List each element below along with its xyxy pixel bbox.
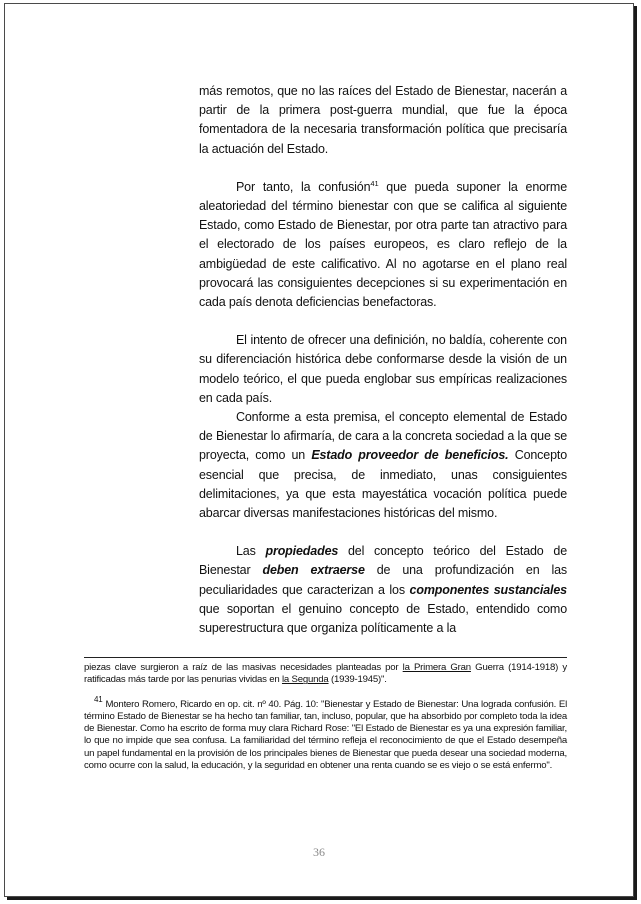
paragraph-2 bbox=[199, 178, 567, 312]
footnote-41-number: 41 bbox=[94, 695, 103, 705]
paragraph-4-start: Conforme a esta premisa, el concepto elemental de Estado de Bienestar lo afirmaría, de cara a la concreta sociedad a la que se proyecta, como un bbox=[199, 410, 567, 463]
footnotes bbox=[84, 662, 567, 772]
paragraph-2-rest: que pueda suponer la enorme aleatoriedad del término bienestar con que se califica al siguiente Estado, como Estado de Bienestar, por otra parte tan atractivo para el electorado de los países europeos, es claro reflejo de la ambigüedad de este calificativo. Al no agotarse en el plano real provocará las consiguientes decepciones si su experimentación en cada país denota deficiencias benefactoras. bbox=[199, 179, 567, 310]
footnote-continuation bbox=[84, 662, 567, 687]
paragraph-4 bbox=[199, 408, 567, 523]
document-page bbox=[4, 3, 634, 897]
footnote-cont-text-a: piezas clave surgieron a raíz de las masivas necesidades planteadas por bbox=[84, 662, 403, 673]
paragraph-5-part-g: que soportan el genuino concepto de Estado, entendido como superestructura que organiza políticamente a la bbox=[199, 601, 567, 636]
footnote-separator bbox=[84, 657, 567, 658]
emphasis-estado-proveedor: Estado proveedor de beneficios. bbox=[311, 448, 509, 463]
emphasis-deben-extraerse: deben extraerse bbox=[262, 563, 365, 578]
footnote-41-text: Montero Romero, Ricardo en op. cit. nº 40. Pág. 10: "Bienestar y Estado de Bienestar: Una lograda confusión. El término Estado de Bienestar se ha hecho tan familiar, tan, incluso, popular, que ha absorbido por completo toda la idea de Bienestar. Como ha escrito de forma muy clara Richard Rose: "El Estado de Bienestar es ya una expresión familiar, lo que no impide que sea confusa. La familiaridad del término refleja el reconocimiento de que el Estado desempeña un papel fundamental en la provisión de los principales bienes de Bienestar que pueda desear una sociedad moderna, como ocurre con la salud, la educación, y la seguridad en obtener una renta cuando se es viejo o se está enfermo". bbox=[84, 698, 567, 772]
paragraph-5-part-a: Las bbox=[236, 544, 266, 559]
footnote-cont-underlined-a: la Primera Gran bbox=[402, 662, 471, 673]
paragraph-5 bbox=[199, 542, 567, 638]
footnote-cont-text-c: (1939-1945)". bbox=[328, 674, 387, 686]
paragraph-5-part-e: de una profundización en las peculiaridades que caracterizan a los bbox=[199, 563, 568, 597]
paragraph-1: más remotos, que no las raíces del Estado de Bienestar, nacerán a partir de la primera post-guerra mundial, que fue la época fomentadora de la necesaria transformación política que precisaría la actuación del Estado. bbox=[199, 84, 567, 156]
paragraph-4-rest: Concepto esencial que precisa, de inmediato, unas consiguientes delimitaciones, ya que esta mayestática vocación política puede abarcar diversas manifestaciones históricas del mismo. bbox=[199, 448, 567, 521]
paragraph-2-start: Por tanto, la confusión bbox=[236, 179, 371, 194]
footnote-cont-text-b: Guerra (1914-1918) y ratificadas más tarde por las penurias vividas en bbox=[84, 662, 567, 686]
paragraph-3: El intento de ofrecer una definición, no baldía, coherente con su diferenciación histórica debe conformarse desde la visión de un modelo teórico, el que pueda englobar sus empíricas realizaciones en cada país. bbox=[199, 333, 567, 405]
footnote-reference-41[interactable]: 41 bbox=[370, 178, 379, 188]
footnote-41 bbox=[84, 695, 567, 773]
page-number: 36 bbox=[313, 845, 325, 859]
footnote-cont-underlined-b: la Segunda bbox=[281, 674, 329, 686]
emphasis-componentes-sustanciales: componentes sustanciales bbox=[409, 582, 567, 597]
paragraph-5-part-c: del concepto teórico del Estado de Bienestar bbox=[199, 544, 567, 578]
emphasis-propiedades: propiedades bbox=[265, 544, 339, 559]
body-text bbox=[199, 82, 567, 638]
